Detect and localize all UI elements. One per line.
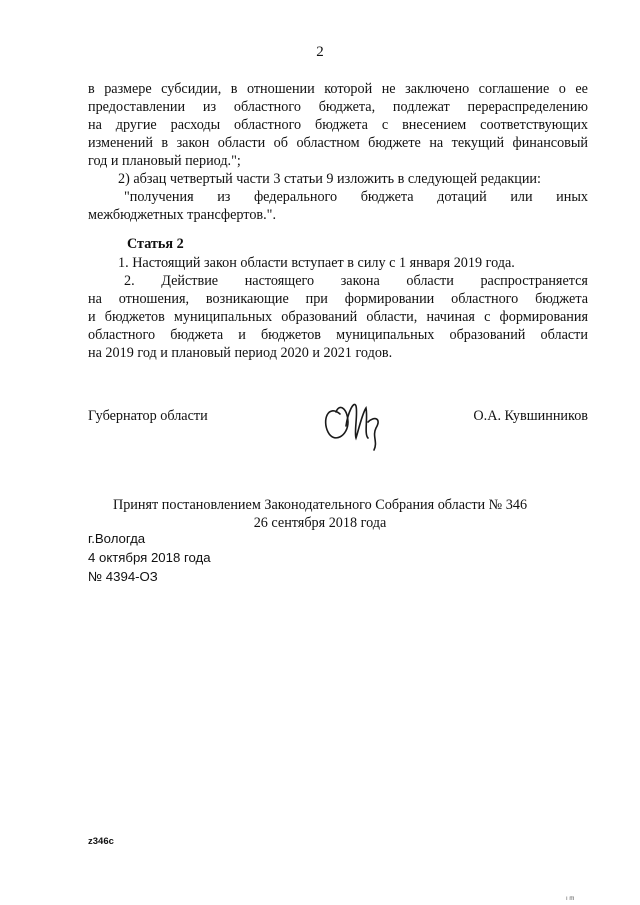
governor-title: Губернатор области [88, 408, 208, 424]
text-line [88, 290, 588, 308]
adoption-note [0, 496, 640, 532]
word: ее [575, 81, 588, 97]
text-line [88, 308, 588, 326]
word: области [406, 273, 454, 289]
word: бюджете [368, 135, 421, 151]
word: муниципальных [336, 327, 435, 343]
word: об [273, 135, 288, 151]
law-number: № 4394-ОЗ [88, 569, 158, 584]
word: текущий [451, 135, 505, 151]
text-line [88, 80, 588, 98]
text-line: год и плановый период."; [88, 153, 241, 169]
quoted-text-line: межбюджетных трансфертов.". [88, 207, 276, 223]
word: соответствующих [480, 117, 588, 133]
word: соглашение [478, 81, 550, 97]
word: области [540, 327, 588, 343]
word: при [305, 291, 328, 307]
word: из [202, 99, 217, 115]
word: финансовый [512, 135, 588, 151]
word: бюджета, [318, 99, 376, 115]
word: из [217, 189, 231, 205]
word: другие [115, 117, 157, 133]
word: возникающие [205, 291, 289, 307]
word: иных [556, 189, 588, 205]
word: "получения [124, 189, 194, 205]
word: образований [281, 309, 358, 325]
text-line [88, 326, 588, 344]
word: областном [296, 135, 360, 151]
article-2-body [88, 254, 588, 362]
word: области, [366, 309, 418, 325]
corner-mark: ı m [566, 896, 575, 902]
word: или [510, 189, 533, 205]
word: муниципальных [173, 309, 273, 325]
word: о [558, 81, 566, 97]
word: образований [449, 327, 526, 343]
word: формировании [344, 291, 435, 307]
word: формирования [499, 309, 588, 325]
word: отношении [246, 81, 315, 97]
word: перераспределению [467, 99, 588, 115]
law-text-continuation [88, 80, 588, 224]
word: дотаций [437, 189, 487, 205]
city: г.Вологда [88, 531, 146, 546]
word: отношения, [118, 291, 190, 307]
text-line [88, 134, 588, 152]
word: 2. [124, 273, 135, 289]
word: в [161, 135, 169, 151]
article-item-1: 1. Настоящий закон области вступает в силу с 1 января 2019 года. [118, 255, 515, 271]
handwritten-signature [318, 392, 390, 454]
text-line [88, 116, 588, 134]
word: закон [176, 135, 210, 151]
governor-name: О.А. Кувшинников [473, 408, 588, 424]
word: областного [451, 291, 519, 307]
word: предоставлении [88, 99, 186, 115]
word: и [238, 327, 246, 343]
word: Действие [161, 273, 219, 289]
amendment-item-2: 2) абзац четвертый части 3 статьи 9 изложить в следующей редакции: [118, 171, 541, 187]
word: в [230, 81, 238, 97]
adoption-date: 26 сентября 2018 года [253, 515, 387, 531]
word: на [88, 291, 102, 307]
word: бюджетов [104, 309, 165, 325]
word: размере [104, 81, 152, 97]
text-line [88, 98, 588, 116]
document-code: z346с [88, 836, 114, 847]
text-line: на 2019 год и плановый период 2020 и 2021 годов. [88, 345, 393, 361]
word: областного [234, 117, 302, 133]
word: в [88, 81, 95, 97]
word: областного [233, 99, 301, 115]
word: на [88, 117, 102, 133]
word: федерального [253, 189, 338, 205]
word: начиная [426, 309, 475, 325]
word: области [217, 135, 266, 151]
word: бюджетов [260, 327, 322, 343]
word: подлежат [392, 99, 450, 115]
word: бюджета [360, 189, 414, 205]
article-heading: Статья 2 [127, 236, 184, 252]
word: не [381, 81, 396, 97]
word: внесением [402, 117, 467, 133]
word: субсидии, [161, 81, 222, 97]
place-and-number [88, 529, 211, 586]
word: с [484, 309, 491, 325]
word: настоящего [244, 273, 315, 289]
word: изменений [88, 135, 153, 151]
word: на [429, 135, 444, 151]
word: бюджета [535, 291, 588, 307]
page-number: 2 [316, 44, 324, 60]
word: бюджета [170, 327, 224, 343]
word: которой [324, 81, 373, 97]
word: с [381, 117, 389, 133]
word: и [88, 309, 96, 325]
adoption-line: Принят постановлением Законодательного Собрания области № 346 [112, 497, 528, 513]
word: распространяется [480, 273, 588, 289]
word: бюджета [315, 117, 368, 133]
signing-date: 4 октября 2018 года [88, 550, 211, 565]
quoted-text-line [88, 188, 588, 206]
word: расходы [170, 117, 221, 133]
word: заключено [405, 81, 470, 97]
article-item-2-first-line [88, 272, 588, 290]
word: областного [88, 327, 156, 343]
word: закона [340, 273, 380, 289]
